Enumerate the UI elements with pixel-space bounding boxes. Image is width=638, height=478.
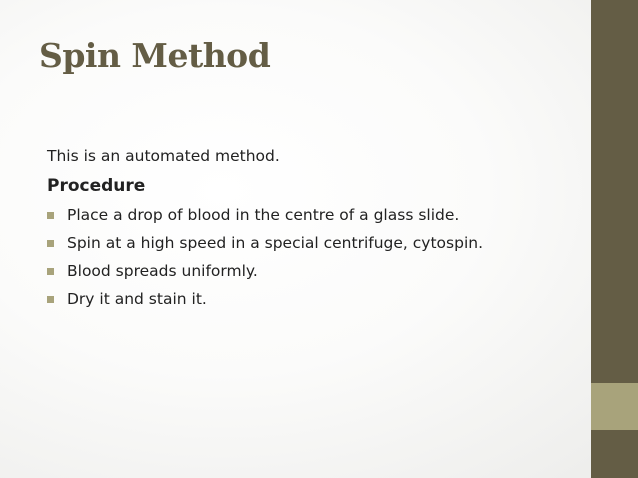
list-item-text: Place a drop of blood in the centre of a glass slide. xyxy=(67,206,460,224)
list-item xyxy=(47,285,577,313)
list-item xyxy=(47,229,577,257)
list-item-text: Spin at a high speed in a special centrifuge, cytospin. xyxy=(67,234,484,252)
procedure-heading: Procedure xyxy=(47,176,146,196)
intro-text: This is an automated method. xyxy=(47,147,280,165)
square-bullet-icon xyxy=(47,296,54,303)
right-accent-block xyxy=(591,383,638,430)
list-item-text: Dry it and stain it. xyxy=(67,290,207,308)
procedure-list xyxy=(47,201,577,313)
list-item-text: Blood spreads uniformly. xyxy=(67,262,258,280)
square-bullet-icon xyxy=(47,240,54,247)
square-bullet-icon xyxy=(47,212,54,219)
slide-title: Spin Method xyxy=(39,36,271,75)
list-item xyxy=(47,257,577,285)
list-item xyxy=(47,201,577,229)
square-bullet-icon xyxy=(47,268,54,275)
slide-content xyxy=(47,145,577,313)
